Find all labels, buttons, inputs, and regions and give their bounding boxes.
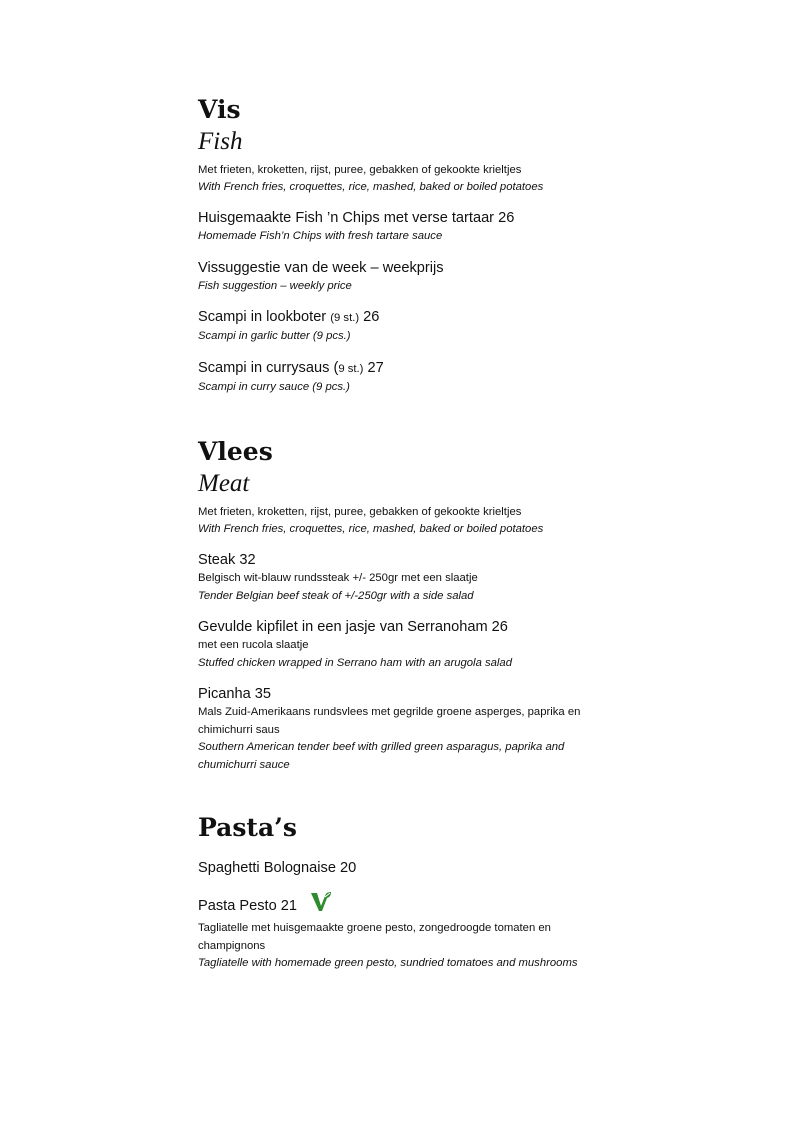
vegetarian-leaf-icon (309, 890, 333, 920)
section-title: Vis (198, 95, 241, 124)
item-name: Spaghetti Bolognaise 20 (198, 860, 357, 876)
item-description-nl: met een rucola slaatje (198, 639, 309, 651)
item-description-nl: Belgisch wit-blauw rundssteak +/- 250gr met een slaatje (198, 572, 478, 584)
item-description-en: Stuffed chicken wrapped in Serrano ham with an arugola salad (198, 656, 512, 669)
item-name: Pasta Pesto 21 (198, 898, 297, 914)
item-description-nl: Mals Zuid-Amerikaans rundsvlees met gegrilde groene asperges, paprika en chimichurri saus (198, 706, 581, 736)
item-name (198, 358, 618, 379)
menu-item (198, 684, 618, 774)
section-title: Pasta’s (198, 813, 297, 842)
item-name: Steak 32 (198, 552, 256, 568)
item-name: Gevulde kipfilet in een jasje van Serranoham 26 (198, 619, 508, 635)
item-name-text: Scampi in currysaus ( (198, 359, 339, 376)
section-note-en: With French fries, croquettes, rice, mashed, baked or boiled potatoes (198, 523, 544, 535)
item-name: Picanha 35 (198, 686, 272, 702)
item-description-en: Southern American tender beef with grilled green asparagus, paprika and chumichurri sauce (198, 741, 565, 771)
item-description-en: Scampi in garlic butter (9 pcs.) (198, 330, 351, 342)
item-quantity: (9 st.) (330, 312, 360, 324)
menu-item (198, 550, 618, 605)
section-fish (198, 94, 618, 396)
section-note-nl: Met frieten, kroketten, rijst, puree, gebakken of gekookte krieltjes (198, 164, 522, 176)
item-price: 27 (363, 359, 384, 376)
item-description-en: Tagliatelle with homemade green pesto, sundried tomatoes and mushrooms (198, 957, 578, 969)
menu-item (198, 358, 618, 397)
item-name: Vissuggestie van de week – weekprijs (198, 259, 444, 276)
menu-item (198, 858, 618, 878)
section-title: Vlees (198, 437, 273, 466)
item-description-en: Scampi in curry sauce (9 pcs.) (198, 380, 350, 393)
item-name (198, 307, 618, 328)
item-name: Huisgemaakte Fish ’n Chips met verse tartaar 26 (198, 210, 515, 226)
item-name-row (198, 890, 618, 920)
item-price: 26 (359, 309, 380, 325)
section-meat (198, 436, 618, 774)
item-description-en: Homemade Fish’n Chips with fresh tartare sauce (198, 230, 443, 242)
menu-item (198, 890, 618, 973)
item-quantity: 9 st.) (338, 362, 364, 375)
section-note-nl: Met frieten, kroketten, rijst, puree, gebakken of gekookte krieltjes (198, 506, 522, 518)
menu-item (198, 307, 618, 346)
section-note-en: With French fries, croquettes, rice, mashed, baked or boiled potatoes (198, 181, 544, 193)
menu-page (198, 94, 618, 973)
section-subtitle: Fish (198, 128, 243, 155)
menu-item (198, 258, 618, 296)
menu-item (198, 617, 618, 672)
menu-item (198, 208, 618, 246)
item-description-nl: Tagliatelle met huisgemaakte groene pesto, zongedroogde tomaten en champignons (198, 922, 551, 952)
section-pasta (198, 812, 618, 973)
item-description-en: Fish suggestion – weekly price (198, 279, 352, 292)
item-description-en: Tender Belgian beef steak of +/-250gr with a side salad (198, 589, 474, 602)
item-name-text: Scampi in lookboter (198, 309, 331, 325)
section-subtitle: Meat (198, 470, 250, 497)
